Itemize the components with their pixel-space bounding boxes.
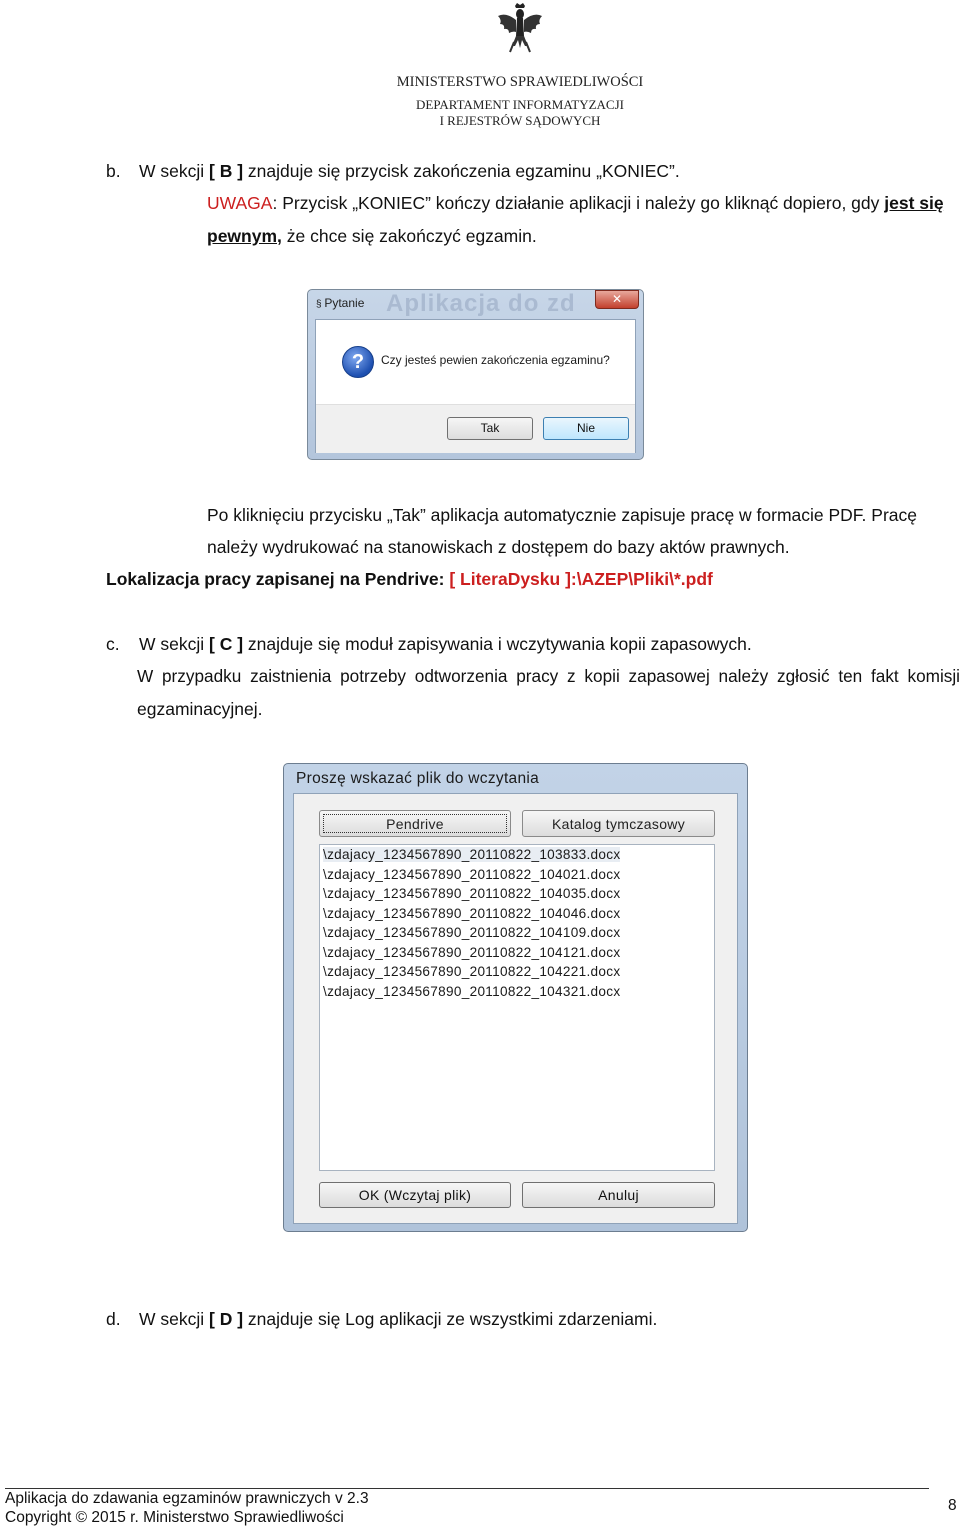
section-b-warning-line bbox=[207, 193, 944, 213]
ok-load-button[interactable]: OK (Wczytaj plik) bbox=[319, 1182, 511, 1208]
warning-label: UWAGA bbox=[207, 193, 273, 213]
section-b-warning-line-2 bbox=[207, 226, 537, 246]
focus-rectangle bbox=[323, 814, 507, 833]
location-label: Lokalizacja pracy zapisanej na Pendrive: bbox=[106, 569, 450, 589]
section-b-marker: b. bbox=[106, 161, 121, 181]
file-item[interactable]: \zdajacy_1234567890_20110822_103833.docx bbox=[323, 847, 621, 862]
confirm-dialog-title bbox=[316, 296, 364, 310]
file-item[interactable]: \zdajacy_1234567890_20110822_104221.docx bbox=[323, 964, 621, 979]
confirm-dialog bbox=[307, 289, 644, 460]
footer-copyright: Copyright © 2015 r. Ministerstwo Sprawiedliwości bbox=[5, 1509, 344, 1526]
confirm-dialog-footer bbox=[316, 404, 635, 453]
section-c-text-before: W sekcji bbox=[139, 634, 209, 654]
warning-end: że chce się zakończyć egzamin. bbox=[281, 226, 537, 246]
department-line-2: I REJESTRÓW SĄDOWYCH bbox=[439, 113, 601, 128]
no-button[interactable]: Nie bbox=[543, 417, 629, 440]
confirm-message: Czy jesteś pewien zakończenia egzaminu? bbox=[381, 353, 610, 367]
file-list[interactable] bbox=[319, 844, 715, 1171]
after-dialog-line-1: Po kliknięciu przycisku „Tak” aplikacja automatycznie zapisuje pracę w formacie PDF. Pracę bbox=[207, 505, 917, 525]
section-b-tag: [ B ] bbox=[209, 161, 244, 181]
footer-divider bbox=[5, 1488, 929, 1489]
section-c-tag: [ C ] bbox=[209, 634, 244, 654]
page-number: 8 bbox=[948, 1497, 957, 1514]
warning-emphasis-2: pewnym, bbox=[207, 226, 282, 246]
file-item[interactable]: \zdajacy_1234567890_20110822_104321.docx bbox=[323, 983, 621, 999]
file-item[interactable]: \zdajacy_1234567890_20110822_104121.docx bbox=[323, 944, 621, 960]
temp-catalog-button[interactable]: Katalog tymczasowy bbox=[522, 810, 715, 837]
file-item[interactable]: \zdajacy_1234567890_20110822_104109.docx bbox=[323, 925, 621, 940]
load-dialog-title: Proszę wskazać plik do wczytania bbox=[296, 770, 540, 787]
load-file-dialog bbox=[283, 763, 748, 1232]
after-dialog-line-2: należy wydrukować na stanowiskach z dostępem do bazy aktów prawnych. bbox=[207, 537, 790, 557]
section-c-line bbox=[139, 634, 752, 654]
file-item[interactable]: \zdajacy_1234567890_20110822_104021.docx bbox=[323, 866, 621, 882]
cancel-button[interactable]: Anuluj bbox=[522, 1182, 715, 1208]
section-d-tag: [ D ] bbox=[209, 1309, 244, 1329]
close-button[interactable]: ✕ bbox=[595, 290, 639, 309]
warning-text: : Przycisk „KONIEC” kończy działanie aplikacji i należy go kliknąć dopiero, gdy bbox=[272, 193, 885, 213]
section-d-text-after: znajduje się Log aplikacji ze wszystkimi zdarzeniami. bbox=[243, 1309, 658, 1329]
confirm-dialog-client bbox=[315, 319, 636, 453]
section-c-line-3: egzaminacyjnej. bbox=[137, 699, 263, 719]
background-window-title: Aplikacja do zd bbox=[386, 290, 576, 317]
section-d-text-before: W sekcji bbox=[139, 1309, 209, 1329]
pendrive-button[interactable] bbox=[319, 810, 511, 837]
section-c-line-2: W przypadku zaistnienia potrzeby odtworzenia pracy z kopii zapasowej należy zgłosić ten fakt komisji bbox=[137, 666, 960, 686]
department-line-1: DEPARTAMENT INFORMATYZACJI bbox=[415, 97, 624, 112]
section-c-marker: c. bbox=[106, 634, 120, 654]
app-small-icon: § bbox=[316, 299, 325, 310]
question-icon: ? bbox=[342, 346, 374, 378]
yes-button[interactable]: Tak bbox=[447, 417, 533, 440]
file-item[interactable]: \zdajacy_1234567890_20110822_104035.docx bbox=[323, 886, 621, 901]
section-b-text-before: W sekcji bbox=[139, 161, 209, 181]
section-d-line bbox=[139, 1309, 657, 1329]
section-b-text-after: znajduje się przycisk zakończenia egzaminu „KONIEC”. bbox=[243, 161, 680, 181]
polish-eagle-emblem-icon bbox=[496, 2, 544, 54]
file-item[interactable]: \zdajacy_1234567890_20110822_104046.docx bbox=[323, 905, 621, 921]
section-b-line bbox=[139, 161, 680, 181]
location-line bbox=[106, 569, 713, 589]
footer-app-name: Aplikacja do zdawania egzaminów prawniczych v 2.3 bbox=[5, 1490, 369, 1507]
confirm-dialog-title-text: Pytanie bbox=[324, 296, 365, 310]
location-path: [ LiteraDysku ]:\AZEP\Pliki\*.pdf bbox=[449, 569, 713, 589]
warning-emphasis-1: jest się bbox=[884, 193, 944, 213]
section-c-text-after: znajduje się moduł zapisywania i wczytywania kopii zapasowych. bbox=[243, 634, 752, 654]
ministry-name: MINISTERSTWO SPRAWIEDLIWOŚCI bbox=[396, 74, 644, 90]
pendrive-button-label: Pendrive bbox=[386, 816, 444, 832]
section-d-marker: d. bbox=[106, 1309, 121, 1329]
load-dialog-client bbox=[293, 793, 738, 1224]
